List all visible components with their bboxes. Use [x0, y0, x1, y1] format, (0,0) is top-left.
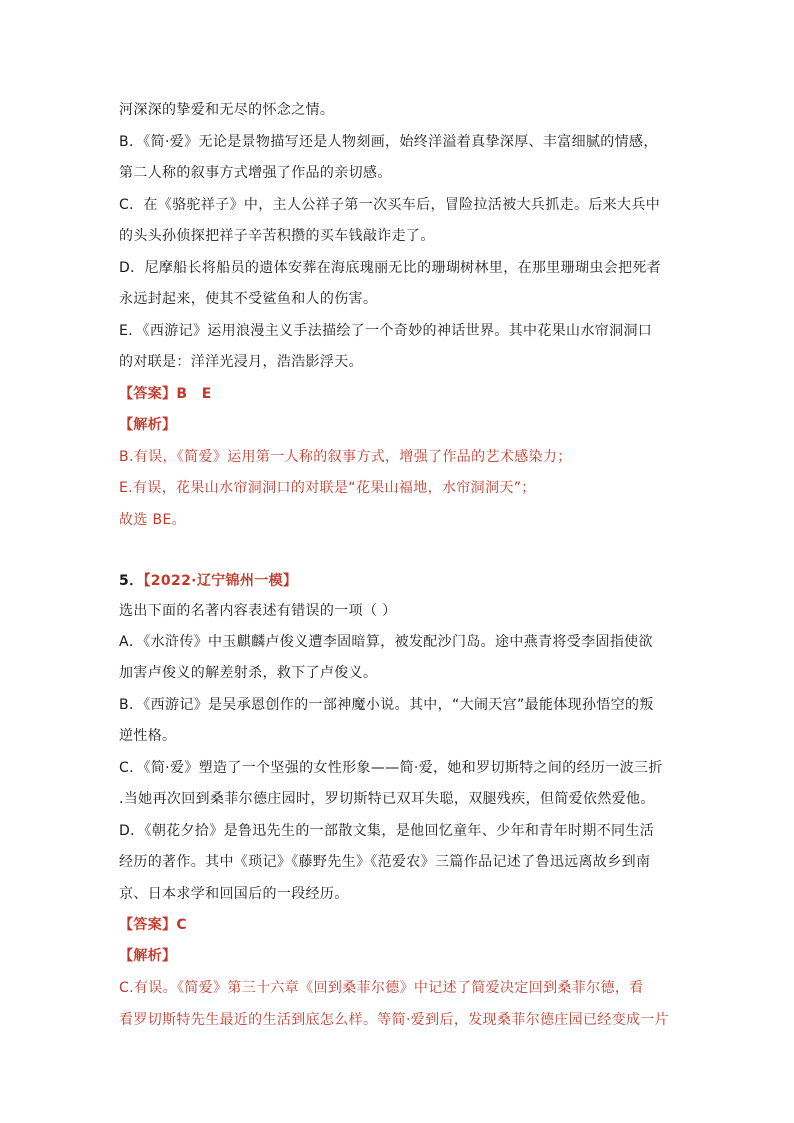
analysis-conclusion: 故选 BE。 — [119, 512, 187, 528]
option-d-line-3: 京、日本求学和回国后的一段经历。 — [119, 886, 349, 902]
option-b-line-2: 逆性格。 — [119, 728, 177, 744]
answer-label: 【答案】B E — [119, 386, 212, 402]
option-b-line-1: B．《简·爱》无论是景物描写还是人物刻画，始终洋溢着真挚深厚、丰富细腻的情感， — [119, 134, 658, 150]
option-c-line-2: 的头头孙侦探把祥子辛苦积攒的买车钱敲诈走了。 — [119, 228, 435, 244]
analysis-line-1: B.有误，《简爱》运用第一人称的叙事方式，增强了作品的艺术感染力； — [119, 449, 572, 465]
option-d-line-2: 永远封起来，使其不受鲨鱼和人的伤害。 — [119, 291, 378, 307]
analysis-line-2: E.有误，花果山水帘洞洞口的对联是“花果山福地，水帘洞洞天”； — [119, 480, 536, 496]
analysis-line-1: C.有误。《简爱》第三十六章《回到桑菲尔德》中记述了简爱决定回到桑菲尔德，看 — [119, 980, 644, 996]
option-e-line-1: E．《西游记》运用浪漫主义手法描绘了一个奇妙的神话世界。其中花果山水帘洞洞口 — [119, 323, 653, 339]
question-number: 5． — [119, 573, 144, 589]
option-a-line-1: A．《水浒传》中玉麒麟卢俊义遭李固暗算，被发配沙门岛。途中燕青将受李固指使欲 — [119, 634, 653, 650]
option-d-line-1: D．《朝花夕拾》是鲁迅先生的一部散文集，是他回忆童年、少年和青年时期不同生活 — [119, 823, 655, 839]
answer-label: 【答案】C — [119, 917, 188, 933]
option-e-line-2: 的对联是：洋洋光浸月，浩浩影浮天。 — [119, 354, 363, 370]
option-d-line-1: D．尼摩船长将船员的遗体安葬在海底瑰丽无比的珊瑚树林里，在那里珊瑚虫会把死者 — [119, 260, 662, 276]
analysis-label: 【解析】 — [119, 417, 177, 433]
option-b-line-2: 第二人称的叙事方式增强了作品的亲切感。 — [119, 165, 392, 181]
question-source: 【2022·辽宁锦州一模】 — [143, 573, 298, 589]
option-a-line-2: 加害卢俊义的解差射杀，救下了卢俊义。 — [119, 665, 378, 681]
option-c-line-1: C．《简·爱》塑造了一个坚强的女性形象——简·爱，她和罗切斯特之间的经历一波三折 — [119, 760, 663, 776]
question-5-header — [119, 571, 679, 591]
option-b-line-1: B．《西游记》是吴承恩创作的一部神魔小说。其中，“大闹天宫”最能体现孙悟空的叛 — [119, 697, 654, 713]
option-c-line-2: .当她再次回到桑菲尔德庄园时，罗切斯特已双耳失聪，双腿残疾，但简爱依然爱他。 — [119, 791, 655, 807]
analysis-line-2: 看罗切斯特先生最近的生活到底怎么样。等简·爱到后，发现桑菲尔德庄园已经变成一片 — [119, 1012, 670, 1028]
option-d-continuation: 河深深的挚爱和无尽的怀念之情。 — [119, 102, 335, 118]
analysis-label: 【解析】 — [119, 948, 177, 964]
option-c-line-1: C．在《骆驼祥子》中，主人公祥子第一次买车后，冒险拉活被大兵抓走。后来大兵中 — [119, 197, 661, 213]
option-d-line-2: 经历的著作。其中《琐记》《藤野先生》《范爱农》三篇作品记述了鲁迅远离故乡到南 — [119, 854, 651, 870]
question-stem: 选出下面的名著内容表述有错误的一项（ ） — [119, 603, 397, 619]
